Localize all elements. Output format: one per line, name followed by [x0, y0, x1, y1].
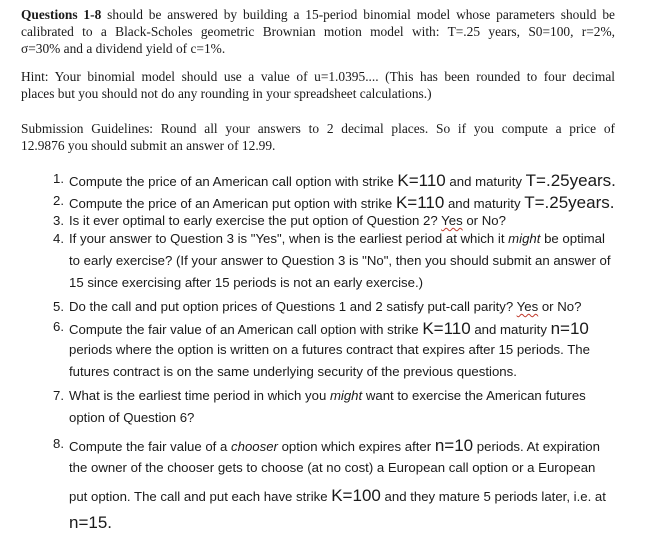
strike-value: K=110: [422, 319, 471, 338]
question-number: 3.: [53, 213, 64, 228]
strike-value: K=110: [397, 171, 446, 190]
hint-paragraph: [21, 68, 615, 102]
question-text: and maturity: [445, 174, 526, 189]
question-number: 7.: [53, 388, 64, 403]
hint-line-1: Hint: Your binomial model should use a value of u=1.0395.... (This has been rounded to four decimal: [21, 69, 615, 84]
hint-line-2: places but you should not do any rounding in your spreadsheet calculations.): [21, 86, 432, 101]
submission-line-2: 12.9876 you should submit an answer of 12.99.: [21, 138, 276, 153]
question-text: want to exercise the American futures: [362, 388, 586, 403]
maturity-value: n=10: [434, 436, 474, 455]
submission-line-1: Submission Guidelines: Round all your answers to 2 decimal places. So if you compute a price of: [21, 121, 615, 136]
question-text: Compute the price of an American put option with strike: [69, 196, 396, 211]
question-text: and maturity: [470, 322, 551, 337]
maturity-value: T=.25years.: [524, 193, 615, 212]
question-text: be optimal: [540, 231, 605, 246]
intro-line-1: [21, 6, 615, 23]
question-text: Do the call and put option prices of Questions 1 and 2 satisfy put-call parity?: [69, 299, 517, 314]
question-number: 2.: [53, 193, 64, 208]
question-text: or No?: [538, 299, 582, 314]
question-text: Is it ever optimal to early exercise the put option of Question 2?: [69, 213, 442, 228]
intro-line-2: calibrated to a Black-Scholes geometric Brownian motion model with: T=.25 years, S0=100, r=2%,: [21, 24, 615, 39]
question-text: option which expires after: [277, 439, 435, 454]
question-text: and they mature 5 periods later, i.e. at: [380, 489, 606, 504]
question-text: Compute the price of an American call option with strike: [69, 174, 398, 189]
maturity-value: T=.25years.: [525, 171, 616, 190]
question-number: 1.: [53, 171, 64, 186]
question-text: to early exercise? (If your answer to Question 3 is "No", then you should submit an answer of: [69, 253, 611, 268]
question-number: 5.: [53, 299, 64, 314]
intro-paragraph: [21, 6, 615, 57]
question-text: option of Question 6?: [69, 410, 195, 425]
question-text: If your answer to Question 3 is "Yes", when is the earliest period at which it: [69, 231, 509, 246]
question-text: put option. The call and put each have strike: [69, 489, 332, 504]
question-text: periods. At expiration: [473, 439, 600, 454]
strike-value: K=110: [395, 193, 445, 212]
question-text: Compute the fair value of a: [69, 439, 232, 454]
emphasis-text: might: [329, 388, 363, 403]
submission-paragraph: [21, 120, 615, 154]
emphasis-text: chooser: [231, 439, 278, 454]
question-text: Compute the fair value of an American call option with strike: [69, 322, 423, 337]
strike-value: K=100: [331, 486, 381, 505]
spellcheck-word: Yes: [516, 299, 539, 314]
question-number: 8.: [53, 436, 64, 451]
question-text: periods where the option is written on a futures contract that expires after 15 periods. The: [69, 342, 590, 357]
question-text: the owner of the chooser gets to choose (at no cost) a European call option or a European: [69, 460, 596, 475]
intro-text-1: should be answered by building a 15-period binomial model whose parameters should be: [107, 7, 615, 22]
question-text: What is the earliest time period in which you: [69, 388, 330, 403]
question-number: 4.: [53, 231, 64, 246]
question-text: or No?: [462, 213, 506, 228]
intro-bold-label: Questions 1-8: [21, 7, 102, 22]
maturity-value: n=10: [550, 319, 589, 338]
emphasis-text: might: [508, 231, 541, 246]
question-text: n=15.: [69, 513, 113, 532]
intro-line-3: σ=30% and a dividend yield of c=1%.: [21, 41, 226, 56]
question-text: futures contract is on the same underlying security of the previous questions.: [69, 364, 517, 379]
question-text: and maturity: [444, 196, 525, 211]
question-text: 15 since exercising after 15 periods is not an early exercise.): [69, 275, 424, 290]
spellcheck-word: Yes: [441, 213, 463, 228]
question-number: 6.: [53, 319, 64, 334]
